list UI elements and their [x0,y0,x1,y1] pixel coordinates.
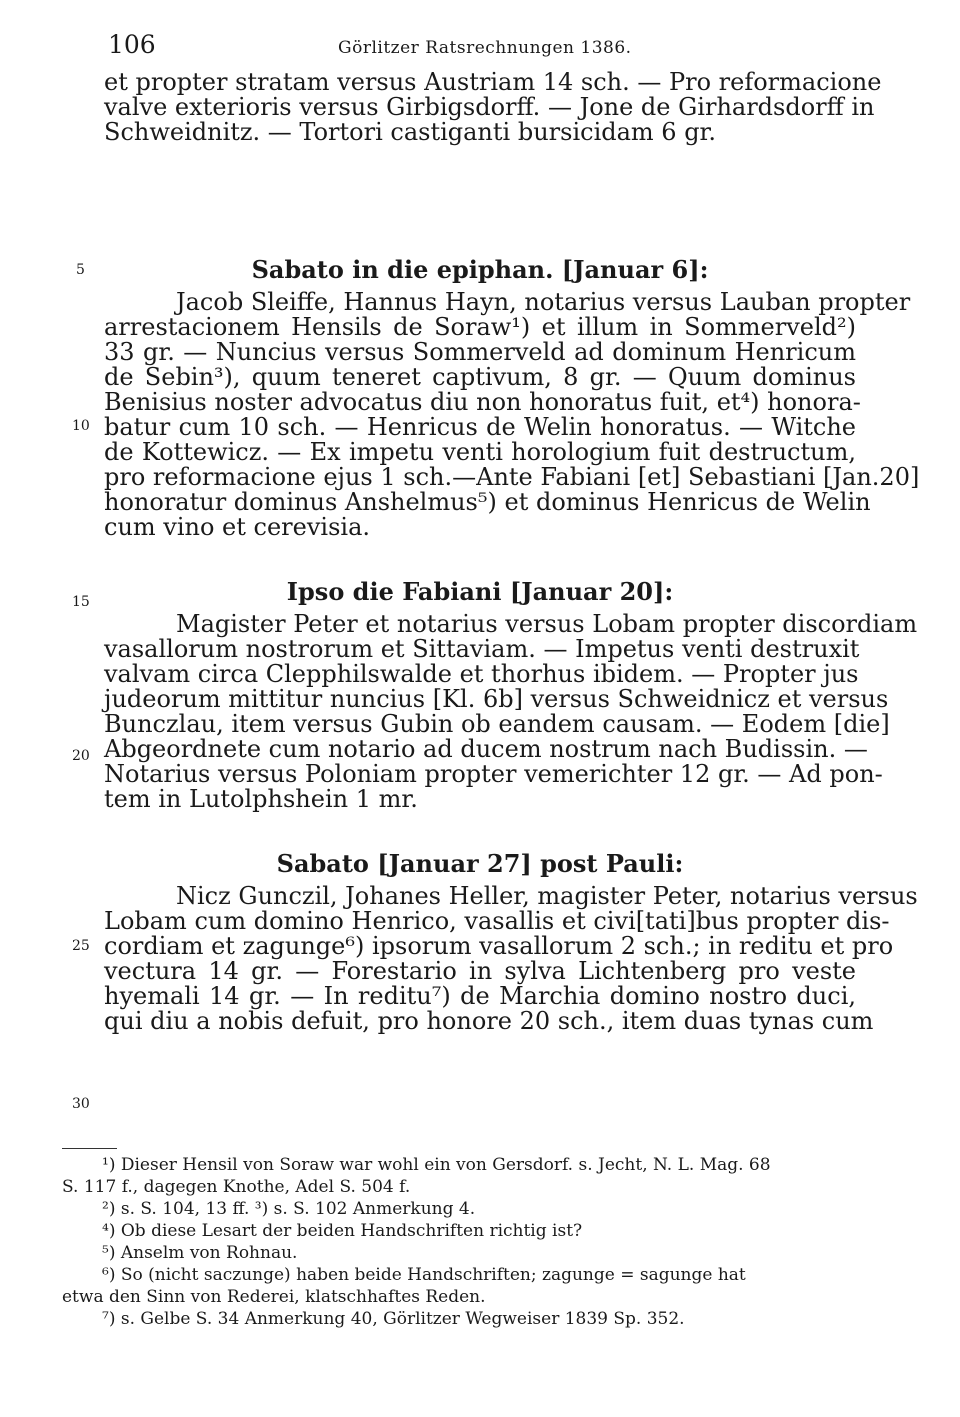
text-line: de Sebin³), quum teneret captivum, 8 gr. — Quum dominus [104,363,856,391]
section-heading: Ipso die Fabiani [Januar 20]: [286,577,674,606]
text-line: vasallorum nostrorum et Sittaviam. — Impetus venti destruxit [104,635,860,663]
text-line: Schweidnitz. — Tortori castiganti bursicidam 6 gr. [104,118,717,146]
main-text [104,68,920,1035]
text-line: qui diu a nobis defuit, pro honore 20 sch., item duas tynas cum [104,1007,874,1035]
text-line: tem in Lutolphshein 1 mr. [104,785,418,813]
footnote: ¹) Dieser Hensil von Soraw war wohl ein von Gersdorf. s. Jecht, N. L. Mag. 68 [102,1155,771,1175]
footnotes [62,1148,852,1330]
line-number: 30 [72,1096,90,1112]
text-line: Nicz Gunczil, Johanes Heller, magister Peter, notarius versus [176,882,918,910]
text-line: Notarius versus Poloniam propter vemerichter 12 gr. — Ad pon- [104,760,883,788]
page-header [108,30,868,70]
footnote: ⁵) Anselm von Rohnau. [102,1243,298,1263]
text-line: et propter stratam versus Austriam 14 sch. — Pro reformacione [104,68,882,96]
footnote: etwa den Sinn von Rederei, klatschhaftes Reden. [62,1287,486,1307]
footnote: ⁶) So (nicht saczunge) haben beide Handschriften; zagunge = sagunge hat [102,1265,746,1285]
intro-paragraph [104,68,882,220]
section-heading: Sabato [Januar 27] post Pauli: [276,849,684,878]
text-line: cum vino et cerevisia. [104,513,371,541]
text-line: hyemali 14 gr. — In reditu⁷) de Marchia domino nostro duci, [104,982,856,1010]
footnote: ⁴) Ob diese Lesart der beiden Handschriften richtig ist? [102,1221,583,1241]
text-line: batur cum 10 sch. — Henricus de Welin honoratus. — Witche [104,413,856,441]
text-line: Lobam cum domino Henrico, vasallis et civi[tati]bus propter dis- [104,907,890,935]
text-line: pro reformacione ejus 1 sch.—Ante Fabiani [et] Sebastiani [Jan.20] [104,463,920,491]
line-number: 20 [72,748,90,764]
section-heading: Sabato in die epiphan. [Januar 6]: [251,255,709,284]
text-line: Magister Peter et notarius versus Lobam propter discordiam [176,610,918,638]
line-number: 5 [76,262,85,278]
text-line: Jacob Sleiffe, Hannus Hayn, notarius versus Lauban propter [176,288,911,316]
text-line: Benisius noster advocatus diu non honoratus fuit, et⁴) honora- [104,388,861,416]
section-paragraph [104,288,920,541]
text-line: Abgeordnete cum notario ad ducem nostrum nach Budissin. — [104,735,868,763]
text-line: honoratur dominus Anshelmus⁵) et dominus Henricus de Welin [104,488,871,516]
text-line: vectura 14 gr. — Forestario in sylva Lichtenberg pro veste [104,957,856,985]
footnote: ²) s. S. 104, 13 ff. ³) s. S. 102 Anmerkung 4. [102,1199,476,1219]
section-paragraph [104,882,918,1035]
footnote: ⁷) s. Gelbe S. 34 Anmerkung 40, Görlitzer Wegweiser 1839 Sp. 352. [102,1309,685,1329]
section-paragraph [104,610,918,813]
footnote: S. 117 f., dagegen Knothe, Adel S. 504 f. [62,1177,411,1197]
text-line: 33 gr. — Nuncius versus Sommerveld ad dominum Henricum [104,338,856,366]
text-line: judeorum mittitur nuncius [Kl. 6b] versus Schweidnicz et versus [104,685,889,713]
line-number: 15 [72,594,90,610]
running-title: Görlitzer Ratsrechnungen 1386. [338,38,632,58]
text-line: valvam circa Clepphilswalde et thorhus ibidem. — Propter jus [104,660,859,688]
page-number: 106 [108,30,156,59]
text-line: cordiam et zagunge⁶) ipsorum vasallorum 2 sch.; in reditu et pro [104,932,894,960]
line-number: 10 [72,418,90,434]
line-number: 25 [72,938,90,954]
text-line: arrestacionem Hensils de Soraw¹) et illum in Sommerveld²) [104,313,856,341]
text-line: valve exterioris versus Girbigsdorff. — Jone de Girhardsdorff in [104,93,875,121]
text-line: Bunczlau, item versus Gubin ob eandem causam. — Eodem [die] [104,710,890,738]
text-line: de Kottewicz. — Ex impetu venti horologium fuit destructum, [104,438,856,466]
